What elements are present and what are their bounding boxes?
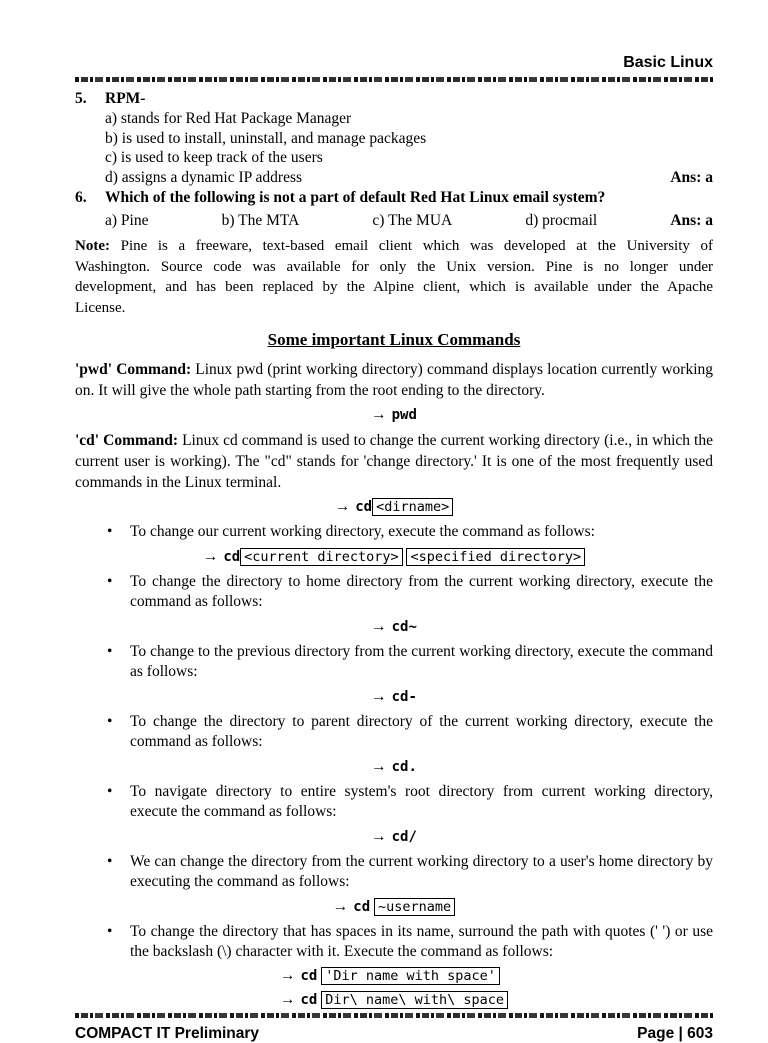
arrow-icon: →	[371, 687, 387, 705]
pwd-command-text: Linux pwd (print working directory) command displays location currently working on. It will give the whole path starting from the root ending to the directory.	[75, 361, 714, 399]
command-token: cd	[223, 548, 241, 565]
cd-command-label: 'cd' Command:	[75, 432, 179, 449]
bullet-command-line	[75, 826, 713, 848]
option-c: c) The MUA	[372, 212, 453, 229]
page-footer	[75, 1025, 713, 1043]
option-d-row	[105, 168, 713, 188]
question-title: Which of the following is not a part of default Red Hat Linux email system?	[105, 189, 606, 206]
bullet-command-line	[75, 616, 713, 638]
question-number: 6.	[75, 189, 87, 206]
arrow-icon: →	[202, 547, 219, 565]
arrow-icon: →	[279, 966, 296, 984]
page-header	[75, 54, 713, 72]
bullet-item: • We can change the directory from the current working directory to a user's home directory by executing the command as follows:	[75, 852, 713, 893]
bullet-command-pair	[280, 965, 508, 1011]
bullet-item: • To change the directory that has spaces in its name, surround the path with quotes (' ') or use the backslash (\) character with it. Execute the command as follows:	[75, 922, 713, 963]
cd-command-paragraph	[75, 430, 713, 493]
question-5-title-line	[75, 88, 713, 109]
command-token: cd	[300, 991, 318, 1008]
bullet-command-line	[75, 896, 713, 918]
bullet-item: • To change the directory to parent directory of the current working directory, execute the command as follows:	[75, 712, 713, 753]
bullet-item: • To change our current working directory, execute the command as follows:	[75, 522, 713, 543]
arrow-icon: →	[332, 897, 349, 915]
cd-command-text: Linux cd command is used to change the current working directory (i.e., in which the current user is working). The "cd" stands for 'change directory.' It is one of the most frequently used commands in the Linux terminal.	[75, 432, 713, 491]
option-b: b) is used to install, uninstall, and manage packages	[105, 129, 427, 147]
pwd-command-label: 'pwd' Command:	[75, 361, 192, 378]
option-b: b) The MTA	[221, 212, 300, 229]
arrow-icon: →	[334, 498, 351, 515]
option-a: a) Pine	[105, 212, 149, 229]
question-6-title-line	[75, 187, 713, 208]
command-argument-box: Dir\ name\ with\ space	[321, 991, 508, 1009]
pwd-syntax-line	[75, 404, 713, 426]
option-c: c) is used to keep track of the users	[105, 149, 323, 166]
question-6-options	[75, 211, 713, 231]
footer-page-number: Page | 603	[637, 1024, 713, 1042]
option-d: d) procmail	[525, 212, 598, 229]
pwd-command-paragraph	[75, 359, 713, 401]
question-title: RPM-	[105, 90, 146, 107]
command-token: cd.	[391, 758, 417, 775]
cd-syntax-line	[75, 496, 713, 518]
option-d: d) assigns a dynamic IP address	[105, 168, 303, 186]
arrow-icon: →	[371, 827, 387, 845]
note-paragraph	[75, 236, 713, 318]
command-token: cd/	[391, 828, 417, 845]
question-number: 5.	[75, 90, 87, 107]
command-argument-box: 'Dir name with space'	[321, 967, 500, 985]
bullet-command-line	[280, 989, 508, 1011]
command-token: cd	[300, 967, 318, 984]
section-title: Some important Linux Commands	[267, 330, 521, 349]
answer-badge: Ans: a	[670, 212, 713, 229]
arrow-icon: →	[371, 617, 387, 635]
decorative-rule-bottom	[75, 1013, 713, 1018]
note-text: Pine is a freeware, text-based email client which was developed at the University of Washington. Source code was available for only the Unix version. Pine is no longer under development, and has been replaced by the Alpine client, which is available under the Apache License.	[75, 238, 714, 316]
command-token: cd~	[391, 618, 417, 635]
answer-badge: Ans: a	[670, 168, 713, 186]
footer-book-title: COMPACT IT Preliminary	[75, 1024, 260, 1042]
bullet-item: • To change the directory to home directory from the current working directory, execute the command as follows:	[75, 572, 713, 613]
command-token: cd	[353, 898, 371, 915]
command-argument-box: <current directory>	[240, 548, 402, 566]
question-5-options	[75, 109, 713, 187]
command-argument-box: <dirname>	[372, 498, 453, 516]
question-6	[75, 187, 713, 231]
bullet-command-line	[75, 686, 713, 708]
command-token: cd-	[391, 688, 417, 705]
question-5	[75, 88, 713, 187]
note-label: Note:	[75, 238, 110, 254]
arrow-icon: →	[371, 406, 387, 423]
page-content	[75, 82, 713, 1013]
bullet-command-line	[75, 756, 713, 778]
option-a: a) stands for Red Hat Package Manager	[105, 110, 352, 127]
command-argument-box: ~username	[374, 898, 455, 916]
bullet-command-line	[280, 965, 508, 987]
command-argument-box: <specified directory>	[406, 548, 585, 566]
bullet-command-line	[75, 546, 713, 568]
command-token: cd	[355, 499, 373, 515]
arrow-icon: →	[371, 757, 387, 775]
bullet-item: • To navigate directory to entire system's root directory from current working directory, execute the command as follows:	[75, 782, 713, 823]
bullet-item: • To change to the previous directory from the current working directory, execute the command as follows:	[75, 642, 713, 683]
command-token: pwd	[391, 407, 417, 423]
arrow-icon: →	[279, 990, 296, 1008]
page-header-title: Basic Linux	[623, 54, 713, 71]
